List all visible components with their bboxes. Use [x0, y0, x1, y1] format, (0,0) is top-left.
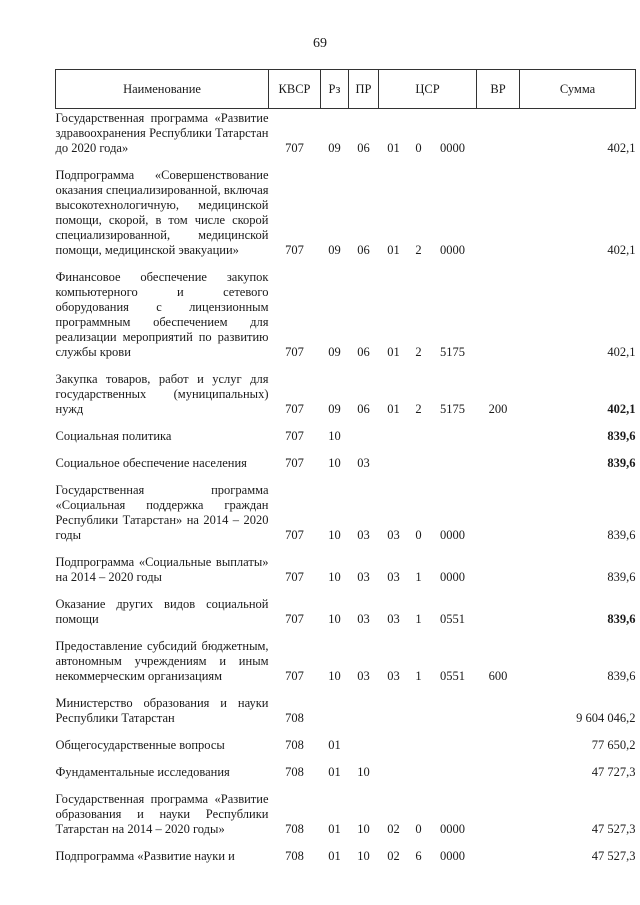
- cell-pr: 03: [357, 456, 370, 470]
- cell-csr3: 0000: [440, 849, 465, 863]
- table-row: [56, 841, 636, 868]
- cell-rz: 10: [328, 612, 341, 626]
- cell-csr1: [379, 448, 409, 475]
- cell-csr3: 0000: [440, 141, 465, 155]
- cell-csr1: [379, 421, 409, 448]
- cell-name: Государственная программа «Социальная поддержка граждан Республики Татарстан» на 2014 – 2020 годы: [55, 483, 269, 542]
- cell-csr3: 0551: [440, 612, 465, 626]
- cell-csr3: 5175: [440, 402, 465, 416]
- cell-rz: 10: [328, 456, 341, 470]
- cell-csr2: 1: [415, 570, 422, 584]
- budget-table: [55, 69, 636, 868]
- cell-vr: [477, 730, 520, 757]
- cell-kvsr: 708: [285, 765, 304, 779]
- cell-rz: 01: [328, 765, 341, 779]
- cell-csr2: [409, 730, 429, 757]
- cell-vr: [477, 475, 520, 547]
- cell-name: Министерство образования и науки Республики Татарстан: [55, 696, 269, 725]
- cell-sum: 9 604 046,2: [576, 711, 636, 725]
- cell-csr3: [429, 448, 477, 475]
- cell-csr3: [429, 757, 477, 784]
- cell-name: Подпрограмма «Социальные выплаты» на 2014 – 2020 годы: [55, 555, 269, 584]
- cell-pr: 06: [357, 345, 370, 359]
- cell-csr1: [379, 688, 409, 730]
- cell-vr: [477, 589, 520, 631]
- cell-sum: 839,6: [607, 456, 636, 470]
- cell-csr2: 1: [415, 669, 422, 683]
- cell-vr: [477, 421, 520, 448]
- cell-name: Социальное обеспечение населения: [55, 456, 247, 470]
- table-row: [56, 109, 636, 161]
- cell-kvsr: 708: [285, 711, 304, 725]
- table-row: [56, 448, 636, 475]
- cell-csr1: 01: [387, 402, 400, 416]
- cell-name: Закупка товаров, работ и услуг для государственных (муниципальных) нужд: [55, 372, 269, 416]
- cell-rz: 10: [328, 429, 341, 443]
- cell-csr3: 0000: [440, 243, 465, 257]
- table-row: [56, 475, 636, 547]
- cell-kvsr: 708: [285, 738, 304, 752]
- table-row: [56, 547, 636, 589]
- header-rz: Рз: [321, 70, 349, 109]
- cell-name: Общегосударственные вопросы: [55, 738, 225, 752]
- cell-csr1: 01: [387, 345, 400, 359]
- cell-rz: 01: [328, 822, 341, 836]
- cell-csr2: 2: [415, 243, 422, 257]
- cell-pr: 10: [357, 765, 370, 779]
- table-row: [56, 364, 636, 421]
- cell-csr3: [429, 421, 477, 448]
- cell-name: Государственная программа «Развитие образования и науки Республики Татарстан на 2014 – 2020 годы»: [55, 792, 269, 836]
- header-pr: ПР: [349, 70, 379, 109]
- cell-name: Подпрограмма «Совершенствование оказания специализированной, включая высокотехнологичную, медицинской помощи, скорой, в том числе скорой специализированной, медицинской помощи, медицинской эвакуации»: [55, 168, 269, 257]
- cell-vr: 200: [488, 402, 508, 416]
- cell-kvsr: 707: [285, 243, 304, 257]
- cell-rz: 09: [328, 243, 341, 257]
- cell-pr: 03: [357, 528, 370, 542]
- table-row: [56, 631, 636, 688]
- cell-csr1: 03: [387, 528, 400, 542]
- cell-csr1: 03: [387, 612, 400, 626]
- cell-vr: [477, 547, 520, 589]
- cell-csr3: 0000: [440, 528, 465, 542]
- cell-sum: 402,1: [607, 345, 636, 359]
- cell-csr1: 03: [387, 669, 400, 683]
- cell-csr2: 0: [415, 822, 422, 836]
- cell-vr: [477, 262, 520, 364]
- cell-rz: 09: [328, 141, 341, 155]
- cell-csr2: 2: [415, 402, 422, 416]
- cell-kvsr: 707: [285, 402, 304, 416]
- cell-csr1: [379, 730, 409, 757]
- cell-csr1: 02: [387, 822, 400, 836]
- cell-csr2: 0: [415, 528, 422, 542]
- cell-csr2: [409, 421, 429, 448]
- cell-kvsr: 707: [285, 345, 304, 359]
- table-row: [56, 730, 636, 757]
- cell-name: Государственная программа «Развитие здравоохранения Республики Татарстан до 2020 года»: [55, 111, 269, 155]
- cell-csr1: 01: [387, 243, 400, 257]
- cell-rz: 09: [328, 345, 341, 359]
- cell-kvsr: 707: [285, 528, 304, 542]
- cell-pr: 03: [357, 570, 370, 584]
- table-row: [56, 688, 636, 730]
- cell-rz: 10: [328, 669, 341, 683]
- cell-pr: 06: [357, 141, 370, 155]
- cell-name: Фундаментальные исследования: [55, 765, 230, 779]
- cell-name: Оказание других видов социальной помощи: [55, 597, 269, 626]
- cell-vr: [477, 109, 520, 161]
- cell-csr3: [429, 730, 477, 757]
- cell-name: Социальная политика: [55, 429, 172, 443]
- cell-vr: [477, 160, 520, 262]
- table-row: [56, 757, 636, 784]
- table-row: [56, 589, 636, 631]
- cell-vr: [477, 784, 520, 841]
- table-row: [56, 262, 636, 364]
- cell-rz: [321, 688, 349, 730]
- cell-kvsr: 707: [285, 570, 304, 584]
- cell-vr: [477, 757, 520, 784]
- cell-vr: [477, 688, 520, 730]
- cell-vr: 600: [488, 669, 508, 683]
- cell-sum: 47 727,3: [591, 765, 636, 779]
- cell-pr: 10: [357, 849, 370, 863]
- cell-csr2: [409, 757, 429, 784]
- cell-sum: 47 527,3: [591, 849, 636, 863]
- cell-pr: [349, 730, 379, 757]
- cell-name: Предоставление субсидий бюджетным, автономным учреждениям и иным некоммерческим организациям: [55, 639, 269, 683]
- table-row: [56, 160, 636, 262]
- cell-pr: 10: [357, 822, 370, 836]
- cell-rz: 10: [328, 528, 341, 542]
- cell-rz: 10: [328, 570, 341, 584]
- cell-pr: [349, 688, 379, 730]
- cell-name: Финансовое обеспечение закупок компьютерного и сетевого оборудования с лицензионным программным обеспечением для реализации мероприятий по развитию службы крови: [55, 270, 269, 359]
- cell-csr1: 02: [387, 849, 400, 863]
- header-kvsr: КВСР: [269, 70, 321, 109]
- cell-csr2: 6: [415, 849, 422, 863]
- cell-rz: 09: [328, 402, 341, 416]
- cell-csr3: [429, 688, 477, 730]
- cell-sum: 839,6: [607, 429, 636, 443]
- cell-sum: 402,1: [607, 243, 636, 257]
- cell-rz: 01: [328, 849, 341, 863]
- cell-sum: 839,6: [607, 669, 636, 683]
- cell-csr2: 2: [415, 345, 422, 359]
- cell-pr: [349, 421, 379, 448]
- cell-csr1: [379, 757, 409, 784]
- header-csr: ЦСР: [379, 70, 477, 109]
- header-sum: Сумма: [520, 70, 636, 109]
- header-row: [56, 70, 636, 109]
- header-name: Наименование: [56, 70, 269, 109]
- cell-csr3: 0000: [440, 822, 465, 836]
- cell-kvsr: 708: [285, 822, 304, 836]
- cell-name: Подпрограмма «Развитие науки и: [55, 849, 235, 863]
- cell-sum: 839,6: [607, 612, 636, 626]
- cell-rz: 01: [328, 738, 341, 752]
- cell-sum: 839,6: [607, 570, 636, 584]
- table-row: [56, 784, 636, 841]
- cell-vr: [477, 841, 520, 868]
- cell-vr: [477, 448, 520, 475]
- cell-csr2: [409, 448, 429, 475]
- cell-sum: 839,6: [607, 528, 636, 542]
- cell-csr1: 01: [387, 141, 400, 155]
- header-vr: ВР: [477, 70, 520, 109]
- cell-kvsr: 708: [285, 849, 304, 863]
- cell-kvsr: 707: [285, 612, 304, 626]
- cell-csr3: 5175: [440, 345, 465, 359]
- cell-pr: 03: [357, 669, 370, 683]
- cell-csr2: [409, 688, 429, 730]
- cell-kvsr: 707: [285, 141, 304, 155]
- cell-csr3: 0551: [440, 669, 465, 683]
- cell-kvsr: 707: [285, 456, 304, 470]
- cell-pr: 03: [357, 612, 370, 626]
- cell-sum: 402,1: [607, 402, 636, 416]
- cell-pr: 06: [357, 243, 370, 257]
- cell-sum: 47 527,3: [591, 822, 636, 836]
- table-row: [56, 421, 636, 448]
- page-number: 69: [313, 36, 327, 51]
- cell-csr1: 03: [387, 570, 400, 584]
- cell-csr3: 0000: [440, 570, 465, 584]
- cell-kvsr: 707: [285, 429, 304, 443]
- cell-csr2: 1: [415, 612, 422, 626]
- cell-kvsr: 707: [285, 669, 304, 683]
- cell-sum: 77 650,2: [591, 738, 636, 752]
- cell-csr2: 0: [415, 141, 422, 155]
- cell-sum: 402,1: [607, 141, 636, 155]
- cell-pr: 06: [357, 402, 370, 416]
